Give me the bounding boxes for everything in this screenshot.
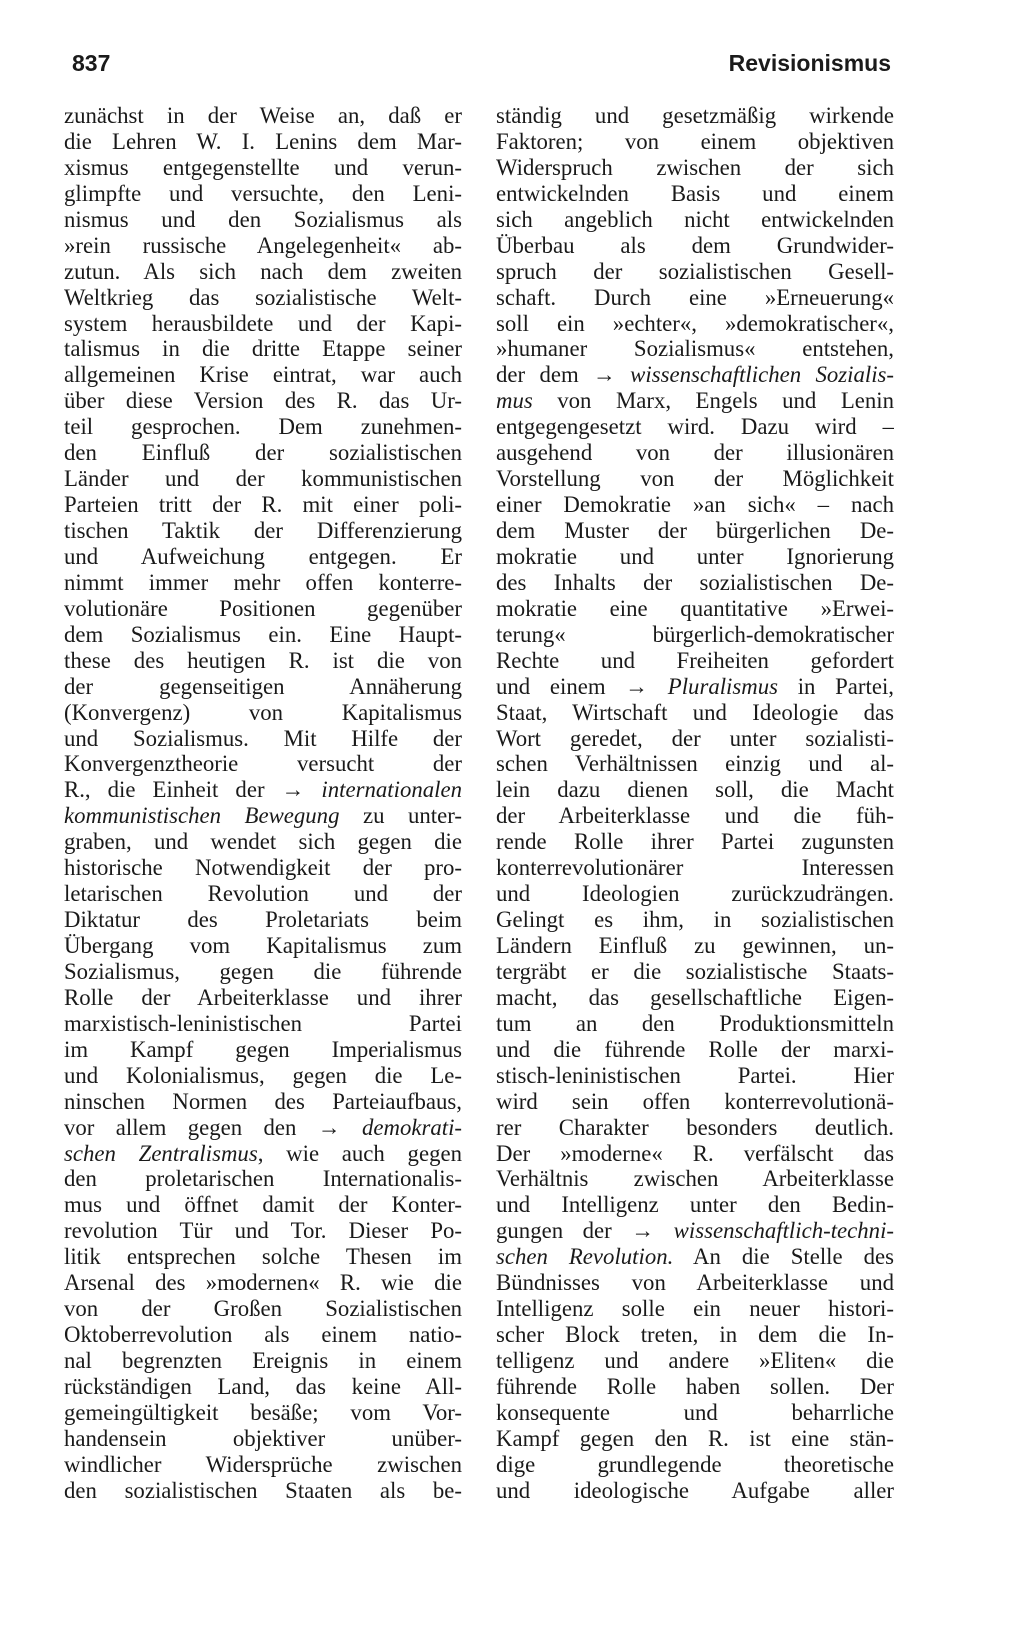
text-segment: sich angeblich nicht entwickelnden bbox=[496, 206, 894, 232]
text-line bbox=[64, 1348, 462, 1374]
text-line bbox=[496, 855, 894, 881]
text-segment: Ländern Einfluß zu gewinnen, un- bbox=[496, 933, 894, 958]
text-segment: teil gesprochen. Dem zunehmen- bbox=[64, 414, 462, 440]
text-line bbox=[64, 829, 462, 855]
text-line bbox=[496, 829, 894, 855]
text-segment: Sozialismus, gegen die führende bbox=[64, 958, 462, 984]
text-line bbox=[496, 1244, 894, 1270]
text-line bbox=[64, 1322, 462, 1348]
text-segment: den Einfluß der sozialistischen bbox=[64, 440, 462, 466]
text-line bbox=[64, 1192, 462, 1218]
text-segment: Staat, Wirtschaft und Ideologie das bbox=[496, 699, 894, 725]
text-line bbox=[496, 362, 894, 388]
text-line bbox=[496, 959, 894, 985]
text-column-left bbox=[64, 103, 462, 1504]
text-segment: Rechte und Freiheiten gefordert bbox=[496, 647, 894, 673]
text-line bbox=[64, 414, 462, 440]
text-segment: Rolle der Arbeiterklasse und ihrer bbox=[64, 984, 462, 1010]
text-segment: in Partei, bbox=[778, 673, 894, 699]
text-line bbox=[496, 1063, 894, 1089]
text-line bbox=[496, 622, 894, 648]
cross-reference-link[interactable]: kommunistischen Bewegung bbox=[64, 803, 340, 829]
text-segment: entgegengesetzt wird. Dazu wird – bbox=[496, 414, 894, 440]
text-segment: handensein objektiver unüber- bbox=[64, 1425, 462, 1451]
text-segment: scher Block treten, in dem die In- bbox=[496, 1322, 894, 1348]
text-line bbox=[496, 933, 894, 959]
text-line bbox=[64, 544, 462, 570]
text-line bbox=[496, 907, 894, 933]
text-line bbox=[496, 674, 894, 700]
text-segment: Widerspruch zwischen der sich bbox=[496, 154, 894, 180]
text-segment: Wort geredet, der unter sozialisti- bbox=[496, 725, 894, 751]
page-header bbox=[72, 50, 891, 86]
text-line bbox=[64, 1478, 462, 1504]
text-line bbox=[496, 1322, 894, 1348]
text-line bbox=[64, 207, 462, 233]
text-segment: und die führende Rolle der marxi- bbox=[496, 1036, 894, 1062]
text-segment: these des heutigen R. ist die von bbox=[64, 647, 462, 673]
text-line bbox=[64, 1115, 462, 1141]
text-segment: führende Rolle haben sollen. Der bbox=[496, 1373, 894, 1399]
running-head: Revisionismus bbox=[728, 50, 891, 76]
text-line bbox=[496, 751, 894, 777]
text-segment: Diktatur des Proletariats beim bbox=[64, 907, 462, 933]
text-segment: Arsenal des »modernen« R. wie die bbox=[64, 1270, 462, 1296]
text-segment: gungen der bbox=[496, 1218, 632, 1244]
text-segment: über diese Version des R. das Ur- bbox=[64, 388, 462, 414]
text-segment: marxistisch-leninistischen Partei bbox=[64, 1010, 462, 1036]
text-segment: und einem bbox=[496, 673, 626, 699]
text-line bbox=[496, 777, 894, 803]
text-line bbox=[496, 1141, 894, 1167]
text-line bbox=[64, 700, 462, 726]
text-line bbox=[496, 388, 894, 414]
text-line bbox=[496, 233, 894, 259]
text-segment: R., die Einheit der bbox=[64, 777, 282, 803]
text-line bbox=[64, 570, 462, 596]
text-segment: Länder und der kommunistischen bbox=[64, 466, 462, 492]
text-segment: rende Rolle ihrer Partei zugunsten bbox=[496, 829, 894, 855]
text-segment: der dem bbox=[496, 362, 594, 388]
text-line bbox=[496, 311, 894, 337]
text-segment: und Kolonialismus, gegen die Le- bbox=[64, 1062, 462, 1088]
text-segment: Übergang vom Kapitalismus zum bbox=[64, 933, 462, 958]
text-line bbox=[496, 726, 894, 752]
text-segment: konterrevolutionärer Interessen bbox=[496, 855, 894, 881]
text-line bbox=[64, 1452, 462, 1478]
text-line bbox=[496, 440, 894, 466]
text-line bbox=[496, 1218, 894, 1244]
text-segment: telligenz und andere »Eliten« die bbox=[496, 1348, 894, 1373]
text-line bbox=[64, 1426, 462, 1452]
text-segment: macht, das gesellschaftliche Eigen- bbox=[496, 984, 894, 1010]
text-line bbox=[496, 700, 894, 726]
text-line bbox=[64, 440, 462, 466]
text-segment: Überbau als dem Grundwider- bbox=[496, 232, 894, 258]
text-segment: allgemeinen Krise eintrat, war auch bbox=[64, 362, 462, 388]
text-segment: zutun. Als sich nach dem zweiten bbox=[64, 258, 462, 284]
text-line bbox=[496, 881, 894, 907]
text-segment: rer Charakter besonders deutlich. bbox=[496, 1114, 894, 1140]
text-line bbox=[496, 596, 894, 622]
cross-reference-link[interactable]: → Pluralismus bbox=[625, 673, 778, 699]
text-segment: im Kampf gegen Imperialismus bbox=[64, 1036, 462, 1062]
text-segment: von der Großen Sozialistischen bbox=[64, 1296, 462, 1322]
text-line bbox=[496, 129, 894, 155]
text-segment: mokratie und unter Ignorierung bbox=[496, 543, 894, 569]
text-line bbox=[64, 233, 462, 259]
cross-reference-link[interactable]: schen Revolution. bbox=[496, 1244, 674, 1270]
text-segment: Faktoren; von einem objektiven bbox=[496, 128, 894, 154]
text-segment: graben, und wendet sich gegen die bbox=[64, 829, 462, 855]
text-segment: der Arbeiterklasse und die füh- bbox=[496, 803, 894, 829]
text-line bbox=[64, 985, 462, 1011]
text-line bbox=[496, 1478, 894, 1504]
text-segment: vor allem gegen den bbox=[64, 1114, 318, 1140]
text-line bbox=[496, 207, 894, 233]
text-segment: ninschen Normen des Parteiaufbaus, bbox=[64, 1088, 462, 1114]
text-line bbox=[64, 1166, 462, 1192]
text-line bbox=[496, 1426, 894, 1452]
text-line bbox=[496, 1270, 894, 1296]
text-line bbox=[64, 777, 462, 803]
text-segment: der gegenseitigen Annäherung bbox=[64, 673, 462, 699]
text-line bbox=[64, 129, 462, 155]
text-line bbox=[64, 466, 462, 492]
text-segment: volutionäre Positionen gegenüber bbox=[64, 595, 462, 621]
text-segment: entwickelnden Basis und einem bbox=[496, 180, 894, 206]
text-segment: schen Verhältnissen einzig und al- bbox=[496, 751, 894, 777]
text-line bbox=[64, 1141, 462, 1167]
cross-reference-link[interactable]: → internationalen bbox=[281, 777, 462, 803]
text-segment: Verhältnis zwischen Arbeiterklasse bbox=[496, 1166, 894, 1192]
text-line bbox=[64, 492, 462, 518]
text-line bbox=[64, 648, 462, 674]
text-segment: und Intelligenz unter den Bedin- bbox=[496, 1192, 894, 1218]
text-line bbox=[496, 466, 894, 492]
text-segment: wird sein offen konterrevolutionä- bbox=[496, 1088, 894, 1114]
cross-reference-link[interactable]: → wissenschaftlich-techni- bbox=[631, 1218, 894, 1244]
text-line bbox=[64, 881, 462, 907]
text-segment: historische Notwendigkeit der pro- bbox=[64, 855, 462, 881]
text-line bbox=[64, 622, 462, 648]
text-segment: xismus entgegenstellte und verun- bbox=[64, 154, 462, 180]
text-segment: Der »moderne« R. verfälscht das bbox=[496, 1140, 894, 1166]
text-segment: letarischen Revolution und der bbox=[64, 881, 462, 907]
text-line bbox=[496, 181, 894, 207]
text-line bbox=[64, 362, 462, 388]
text-segment: und ideologische Aufgabe aller bbox=[496, 1477, 894, 1503]
text-line bbox=[64, 518, 462, 544]
text-segment: , wie auch gegen bbox=[257, 1140, 462, 1166]
text-line bbox=[64, 103, 462, 129]
text-segment: stisch-leninistischen Partei. Hier bbox=[496, 1062, 894, 1088]
text-line bbox=[496, 1115, 894, 1141]
text-line bbox=[496, 985, 894, 1011]
text-segment: glimpfte und versuchte, den Leni- bbox=[64, 180, 462, 206]
cross-reference-link[interactable]: → wissenschaftlichen Sozialis- bbox=[593, 362, 894, 388]
text-line bbox=[496, 544, 894, 570]
text-line bbox=[64, 1037, 462, 1063]
text-line bbox=[496, 414, 894, 440]
text-line bbox=[496, 336, 894, 362]
text-line bbox=[64, 933, 462, 959]
text-line bbox=[64, 726, 462, 752]
text-line bbox=[64, 259, 462, 285]
text-line bbox=[496, 1348, 894, 1374]
text-segment: »rein russische Angelegenheit« ab- bbox=[64, 232, 462, 258]
text-segment: ständig und gesetzmäßig wirkende bbox=[496, 103, 894, 128]
text-segment: spruch der sozialistischen Gesell- bbox=[496, 258, 894, 284]
text-line bbox=[64, 1063, 462, 1089]
text-segment: mus und öffnet damit der Konter- bbox=[64, 1192, 462, 1218]
text-line bbox=[496, 1374, 894, 1400]
text-segment: Parteien tritt der R. mit einer poli- bbox=[64, 492, 462, 518]
text-line bbox=[64, 1244, 462, 1270]
text-segment: und Sozialismus. Mit Hilfe der bbox=[64, 725, 462, 751]
text-segment: windlicher Widersprüche zwischen bbox=[64, 1451, 462, 1477]
text-line bbox=[64, 1374, 462, 1400]
text-line bbox=[64, 1011, 462, 1037]
text-segment: Weltkrieg das sozialistische Welt- bbox=[64, 284, 462, 310]
text-segment: Gelingt es ihm, in sozialistischen bbox=[496, 907, 894, 933]
cross-reference-link[interactable]: mus bbox=[496, 388, 533, 414]
text-line bbox=[496, 1192, 894, 1218]
text-segment: und Aufweichung entgegen. Er bbox=[64, 543, 462, 569]
text-line bbox=[64, 155, 462, 181]
text-segment: talismus in die dritte Etappe seiner bbox=[64, 336, 462, 362]
text-line bbox=[64, 1270, 462, 1296]
text-segment: rückständigen Land, das keine All- bbox=[64, 1373, 462, 1399]
text-segment: tischen Taktik der Differenzierung bbox=[64, 518, 462, 543]
text-line bbox=[64, 311, 462, 337]
text-segment: tum an den Produktionsmitteln bbox=[496, 1010, 894, 1036]
text-line bbox=[496, 103, 894, 129]
text-segment: dige grundlegende theoretische bbox=[496, 1451, 894, 1477]
text-line bbox=[64, 388, 462, 414]
text-segment: litik entsprechen solche Thesen im bbox=[64, 1244, 462, 1270]
text-segment: von Marx, Engels und Lenin bbox=[532, 388, 894, 414]
text-line bbox=[496, 518, 894, 544]
text-segment: nal begrenzten Ereignis in einem bbox=[64, 1348, 462, 1373]
text-segment: ausgehend von der illusionären bbox=[496, 440, 894, 466]
text-column-right bbox=[496, 103, 894, 1504]
text-line bbox=[496, 1296, 894, 1322]
text-segment: zu unter- bbox=[339, 803, 462, 829]
text-line bbox=[496, 259, 894, 285]
text-segment: dem Sozialismus ein. Eine Haupt- bbox=[64, 621, 462, 647]
text-segment: den proletarischen Internationalis- bbox=[64, 1166, 462, 1192]
text-line bbox=[64, 907, 462, 933]
text-segment: revolution Tür und Tor. Dieser Po- bbox=[64, 1218, 462, 1244]
text-segment: Vorstellung von der Möglichkeit bbox=[496, 466, 894, 492]
text-line bbox=[64, 1296, 462, 1322]
text-line bbox=[496, 155, 894, 181]
text-segment: lein dazu dienen soll, die Macht bbox=[496, 777, 894, 803]
text-line bbox=[496, 1011, 894, 1037]
text-line bbox=[496, 1089, 894, 1115]
text-line bbox=[64, 855, 462, 881]
text-line bbox=[64, 1400, 462, 1426]
cross-reference-link[interactable]: → demokrati- bbox=[317, 1114, 462, 1140]
text-line bbox=[496, 1400, 894, 1426]
text-line bbox=[496, 648, 894, 674]
text-segment: (Konvergenz) von Kapitalismus bbox=[64, 699, 462, 725]
text-segment: konsequente und beharrliche bbox=[496, 1399, 894, 1425]
text-segment: dem Muster der bürgerlichen De- bbox=[496, 518, 894, 543]
text-line bbox=[496, 803, 894, 829]
text-segment: Bündnisses von Arbeiterklasse und bbox=[496, 1270, 894, 1296]
text-line bbox=[496, 570, 894, 596]
text-line bbox=[64, 674, 462, 700]
text-line bbox=[496, 1452, 894, 1478]
text-segment: schaft. Durch eine »Erneuerung« bbox=[496, 284, 894, 310]
text-segment: die Lehren W. I. Lenins dem Mar- bbox=[64, 128, 462, 154]
text-segment: Oktoberrevolution als einem natio- bbox=[64, 1322, 462, 1348]
text-line bbox=[64, 596, 462, 622]
cross-reference-link[interactable]: schen Zentralismus bbox=[64, 1140, 258, 1166]
text-segment: zunächst in der Weise an, daß er bbox=[64, 103, 462, 128]
text-segment: soll ein »echter«, »demokratischer«, bbox=[496, 310, 894, 336]
text-line bbox=[496, 1166, 894, 1192]
text-segment: mokratie eine quantitative »Erwei- bbox=[496, 595, 894, 621]
page-number: 837 bbox=[72, 50, 111, 76]
text-line bbox=[64, 1218, 462, 1244]
text-segment: gemeingültigkeit besäße; vom Vor- bbox=[64, 1399, 462, 1425]
text-segment: Kampf gegen den R. ist eine stän- bbox=[496, 1425, 894, 1451]
text-line bbox=[496, 1037, 894, 1063]
text-line bbox=[496, 285, 894, 311]
text-segment: nimmt immer mehr offen konterre- bbox=[64, 569, 462, 595]
text-segment: einer Demokratie »an sich« – nach bbox=[496, 492, 894, 518]
text-segment: Intelligenz solle ein neuer histori- bbox=[496, 1296, 894, 1322]
text-line bbox=[64, 181, 462, 207]
text-segment: Konvergenztheorie versucht der bbox=[64, 751, 462, 777]
text-line bbox=[64, 336, 462, 362]
text-line bbox=[64, 285, 462, 311]
text-segment: »humaner Sozialismus« entstehen, bbox=[496, 336, 894, 362]
text-line bbox=[64, 959, 462, 985]
text-line bbox=[64, 803, 462, 829]
text-segment: An die Stelle des bbox=[673, 1244, 894, 1270]
text-segment: nismus und den Sozialismus als bbox=[64, 206, 462, 232]
text-segment: terung« bürgerlich-demokratischer bbox=[496, 621, 894, 647]
text-segment: tergräbt er die sozialistische Staats- bbox=[496, 958, 894, 984]
text-segment: des Inhalts der sozialistischen De- bbox=[496, 569, 894, 595]
text-line bbox=[64, 1089, 462, 1115]
text-segment: den sozialistischen Staaten als be- bbox=[64, 1477, 462, 1503]
text-segment: system herausbildete und der Kapi- bbox=[64, 310, 462, 336]
text-line bbox=[64, 751, 462, 777]
text-segment: und Ideologien zurückzudrängen. bbox=[496, 881, 894, 907]
text-line bbox=[496, 492, 894, 518]
